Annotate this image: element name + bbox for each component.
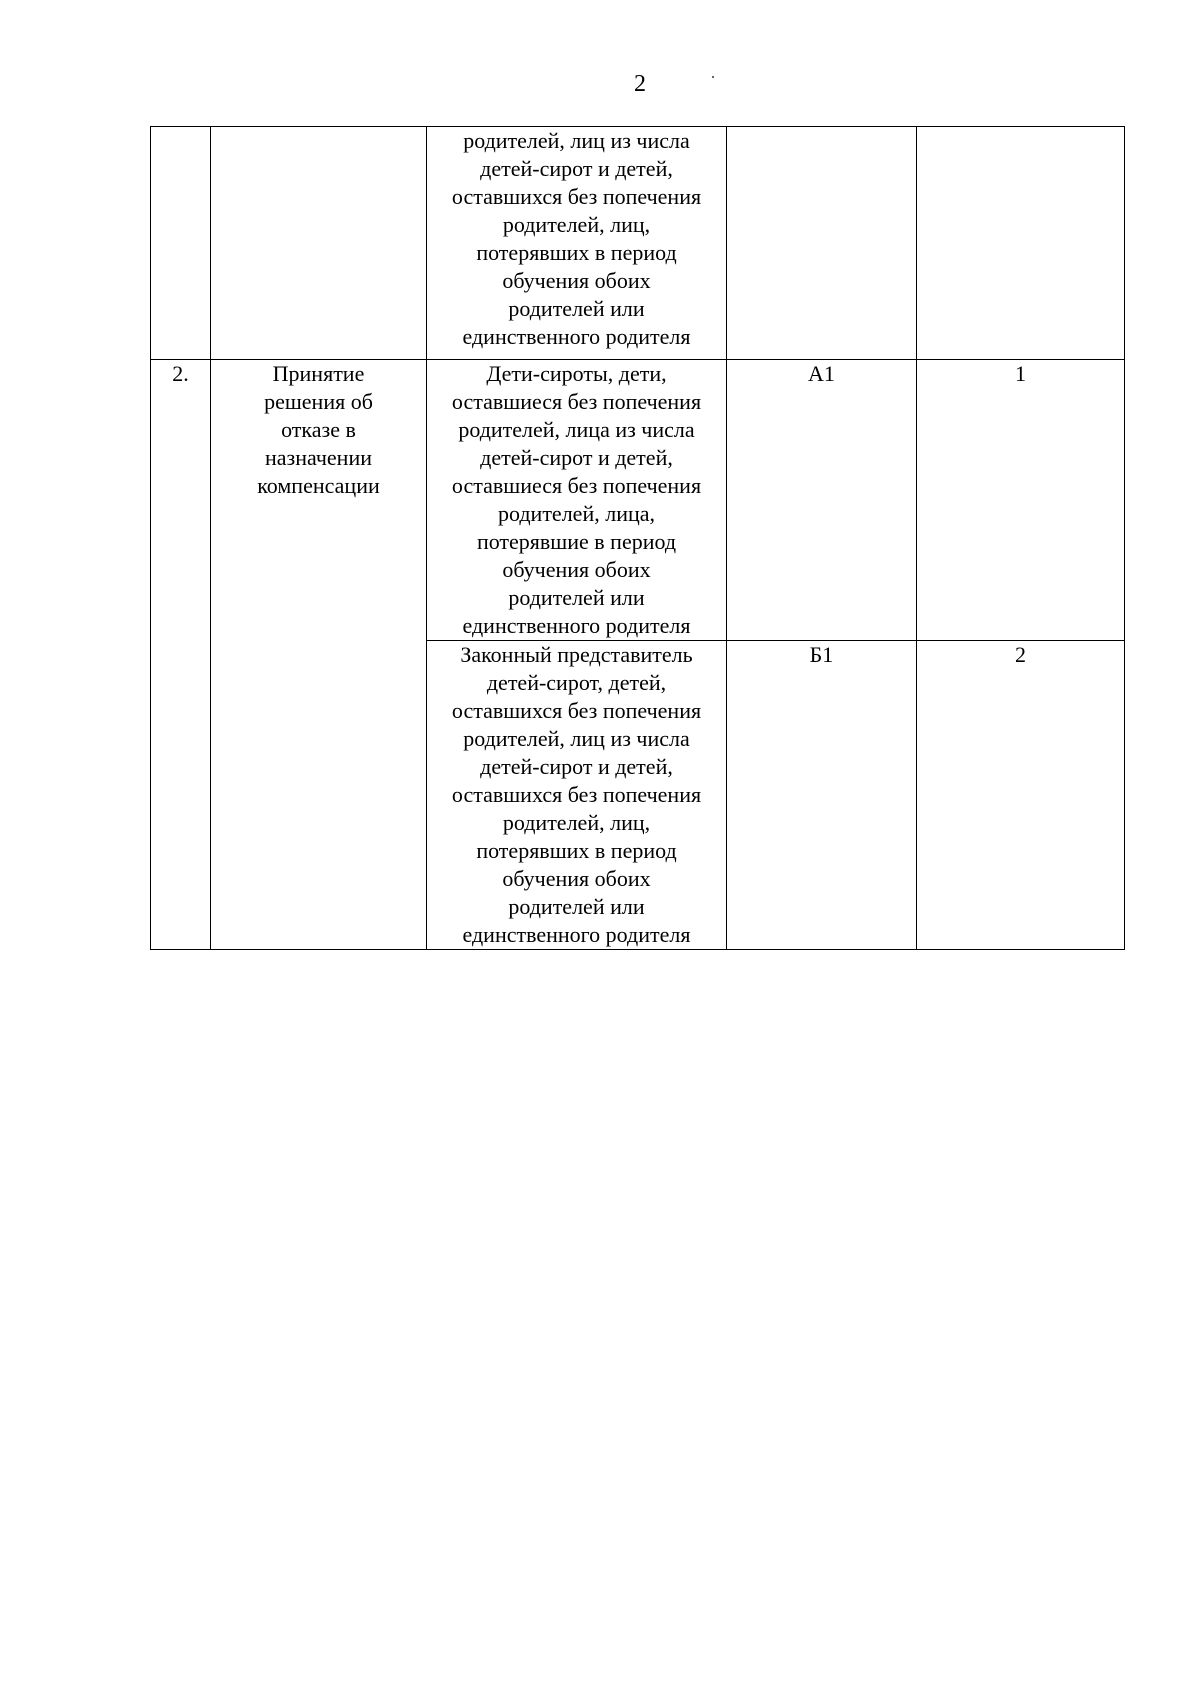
category-text: Законный представитель детей-сирот, детей, оставшихся без попечения родителей, лиц из числа детей-сирот и детей, оставшихся без попечения родителей, лиц, потерявших в период обучения обоих родителей или единственного родителя	[451, 642, 702, 947]
cell-category	[427, 360, 727, 641]
cell-code	[727, 360, 917, 641]
cell-value	[917, 641, 1125, 950]
table-row-2a	[151, 360, 1125, 641]
cell-value	[917, 360, 1125, 641]
cell-action	[211, 360, 427, 950]
category-text: родителей, лиц из числа детей-сирот и детей, оставшихся без попечения родителей, лиц, потерявших в период обучения обоих родителей или единственного родителя	[451, 128, 702, 349]
value-text: 1	[1015, 361, 1026, 386]
document-table	[150, 126, 1125, 950]
table-row-continuation	[151, 127, 1125, 360]
row-number-text: 2.	[172, 361, 189, 386]
cell-action-empty	[211, 127, 427, 360]
cell-row-number	[151, 360, 211, 950]
code-text: Б1	[809, 642, 834, 667]
action-text: Принятие решения об отказе в назначении компенсации	[257, 361, 380, 498]
cell-value-empty	[917, 127, 1125, 360]
scan-artifact-dot	[712, 76, 714, 78]
cell-number-empty	[151, 127, 211, 360]
cell-code	[727, 641, 917, 950]
value-text: 2	[1015, 642, 1026, 667]
cell-code-empty	[727, 127, 917, 360]
code-text: А1	[808, 361, 835, 386]
category-text: Дети-сироты, дети, оставшиеся без попечения родителей, лица из числа детей-сирот и детей, оставшиеся без попечения родителей, лица, потерявшие в период обучения обоих родителей или единственного родителя	[451, 361, 702, 638]
cell-category	[427, 127, 727, 360]
page-number: 2	[634, 71, 646, 97]
cell-category	[427, 641, 727, 950]
